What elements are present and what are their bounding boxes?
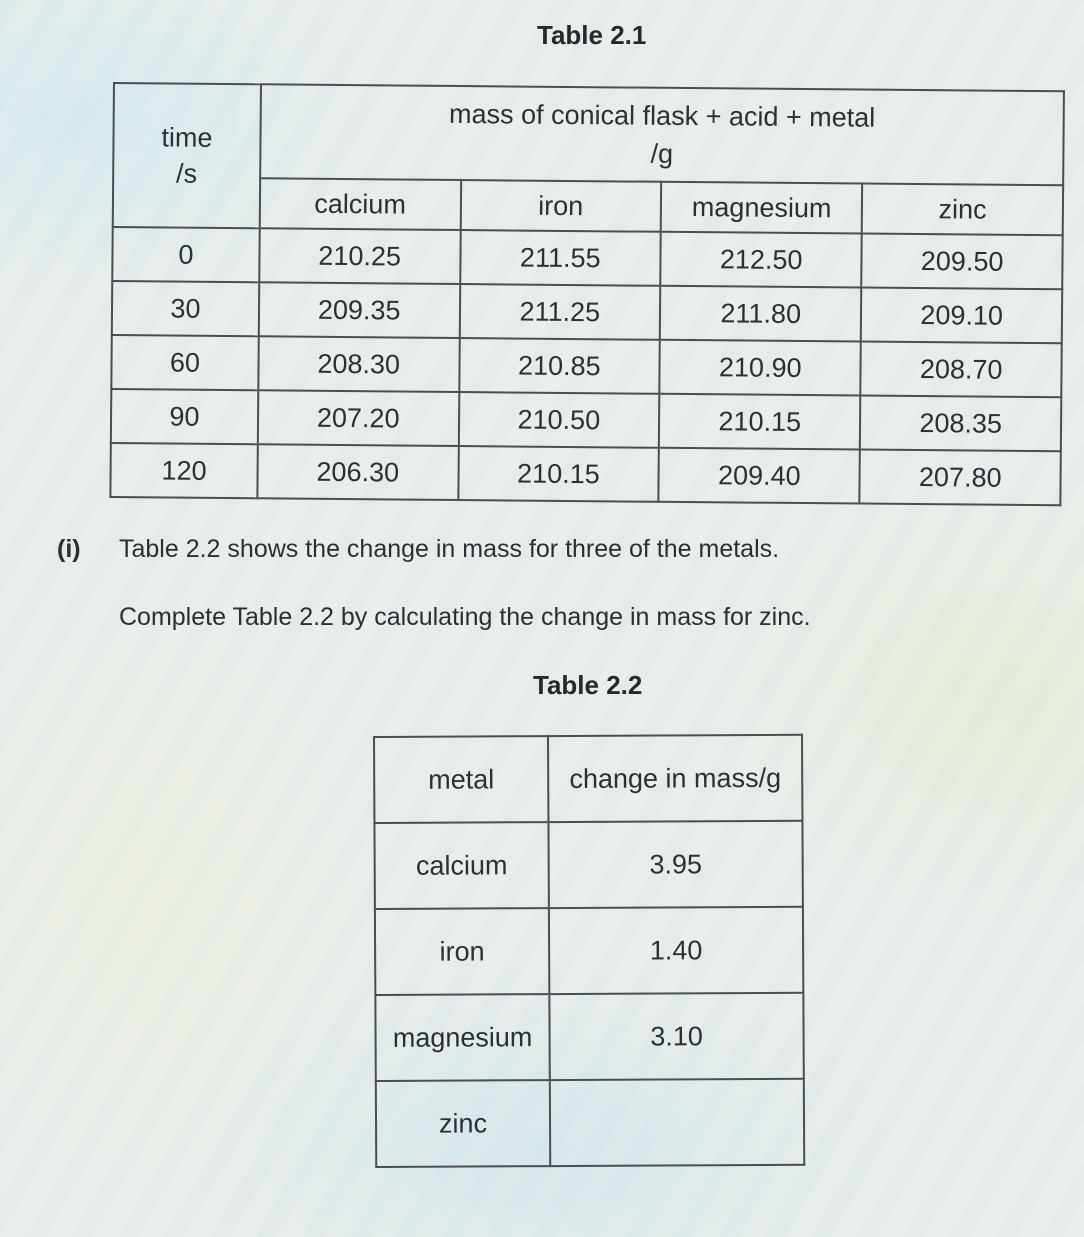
mass-cell: 212.50 bbox=[660, 232, 862, 288]
mass-cell: 211.25 bbox=[459, 284, 660, 340]
mass-cell: 210.15 bbox=[458, 446, 659, 502]
change-cell: 3.10 bbox=[549, 993, 803, 1080]
time-header-label: time bbox=[161, 122, 213, 153]
table-row bbox=[375, 907, 803, 995]
time-cell: 90 bbox=[111, 389, 258, 444]
metal-cell: zinc bbox=[376, 1080, 550, 1167]
mass-cell: 208.30 bbox=[258, 336, 459, 392]
table-row bbox=[374, 821, 802, 909]
metal-header-zinc: zinc bbox=[862, 184, 1063, 236]
mass-header-unit: /g bbox=[650, 138, 674, 169]
mass-readings-table bbox=[109, 82, 1065, 506]
metal-column-header: metal bbox=[374, 736, 548, 823]
table-row bbox=[112, 227, 1062, 289]
mass-cell: 210.50 bbox=[458, 392, 659, 448]
mass-cell: 209.35 bbox=[259, 282, 460, 338]
mass-cell: 207.80 bbox=[860, 450, 1061, 506]
mass-cell: 211.55 bbox=[460, 230, 661, 286]
time-cell: 60 bbox=[111, 335, 258, 390]
mass-cell: 210.90 bbox=[659, 340, 861, 396]
table-row bbox=[111, 389, 1061, 451]
metal-cell: calcium bbox=[374, 822, 548, 909]
table-2-2-caption: Table 2.2 bbox=[533, 670, 643, 700]
mass-cell: 210.15 bbox=[659, 394, 861, 450]
question-number: (i) bbox=[57, 535, 81, 563]
mass-cell: 208.70 bbox=[861, 342, 1062, 398]
mass-cell: 207.20 bbox=[258, 390, 459, 446]
table-row bbox=[375, 993, 803, 1081]
change-cell: 1.40 bbox=[549, 907, 803, 994]
change-cell: 3.95 bbox=[548, 821, 802, 908]
mass-cell: 211.80 bbox=[660, 286, 862, 342]
table-2-1-caption: Table 2.1 bbox=[537, 20, 647, 50]
mass-cell: 209.50 bbox=[862, 234, 1063, 290]
question-text-line-2: Complete Table 2.2 by calculating the change in mass for zinc. bbox=[119, 603, 811, 631]
mass-column-header bbox=[260, 84, 1064, 185]
time-column-header bbox=[113, 83, 261, 228]
metal-cell: iron bbox=[375, 908, 549, 995]
mass-cell: 210.85 bbox=[459, 338, 660, 394]
mass-cell: 209.10 bbox=[861, 288, 1062, 344]
mass-cell: 209.40 bbox=[658, 448, 860, 504]
table-header-row bbox=[374, 735, 802, 823]
time-header-unit: /s bbox=[175, 158, 198, 189]
metal-header-iron: iron bbox=[460, 180, 661, 232]
table-header-row bbox=[113, 83, 1064, 185]
change-in-mass-table bbox=[373, 734, 805, 1168]
mass-cell: 210.25 bbox=[259, 228, 460, 284]
question-text-line-1: Table 2.2 shows the change in mass for three of the metals. bbox=[119, 535, 780, 563]
table-row bbox=[111, 335, 1061, 397]
mass-cell: 208.35 bbox=[860, 396, 1061, 452]
time-cell: 0 bbox=[112, 227, 259, 282]
mass-header-label: mass of conical flask + acid + metal bbox=[448, 98, 876, 133]
zinc-answer-cell[interactable] bbox=[550, 1079, 804, 1166]
metal-header-calcium: calcium bbox=[260, 178, 461, 230]
table-row bbox=[110, 443, 1060, 505]
time-cell: 120 bbox=[110, 443, 257, 498]
table-row bbox=[376, 1079, 804, 1167]
time-cell: 30 bbox=[112, 281, 259, 336]
change-column-header: change in mass/g bbox=[548, 735, 802, 822]
metal-header-magnesium: magnesium bbox=[661, 182, 863, 234]
table-row bbox=[112, 281, 1062, 343]
mass-cell: 206.30 bbox=[257, 444, 458, 500]
metal-cell: magnesium bbox=[375, 994, 549, 1081]
